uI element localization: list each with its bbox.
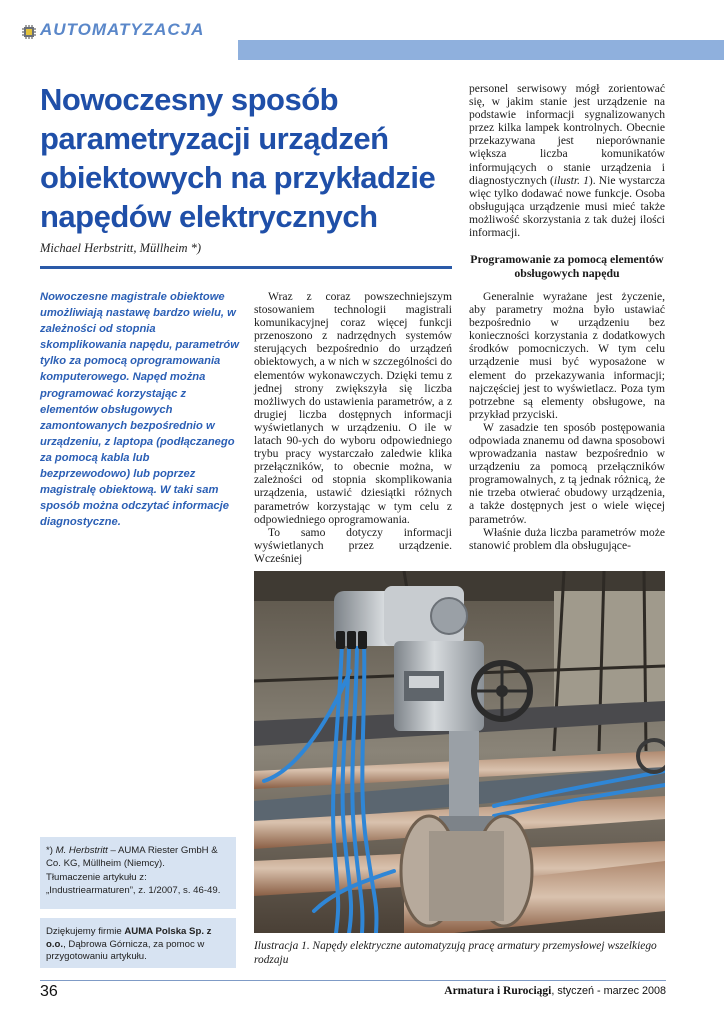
author-line: Michael Herbstritt, Müllheim *)	[40, 241, 202, 255]
actuator-illustration	[254, 571, 665, 933]
article-title: Nowoczesny sposób parametryzacji urządzeń obiektowych na przykładzie napędów elektrycznych	[40, 82, 436, 234]
author-footnote	[40, 837, 236, 909]
actuator-photo	[254, 571, 665, 933]
body-paragraph: To samo dotyczy informacji wyświetlanych przez urządzenie. Wcześniej	[254, 525, 452, 565]
header-bar	[238, 40, 724, 60]
page-number: 36	[40, 983, 58, 1000]
body-paragraph: Właśnie duża liczba parametrów może stanowić problem dla obsługujące-	[469, 525, 665, 552]
body-paragraph: W zasadzie ten sposób postępowania odpowiada znanemu od dawna sposobowi wprowadzania nastaw bezpośrednio w urządzeniu za pomocą przełączników programowalnych, z tą jednak różnicą, że nie trzeba otwierać obudowy urządzenia, a także dostępnych jest o wiele więcej parametrów.	[469, 420, 665, 526]
figure-caption: Ilustracja 1. Napędy elektryczne automatyzują pracę armatury przemysłowej wszelkiego rodzaju	[254, 940, 657, 966]
translation-note: Tłumaczenie artykułu z: „Industriearmaturen”, z. 1/2007, s. 46-49.	[46, 872, 221, 896]
figure-reference: ilustr. 1	[553, 173, 589, 187]
body-column-middle	[254, 290, 452, 565]
acknowledgement-note: Dziękujemy firmie AUMA Polska Sp. z o.o., Dąbrowa Górnicza, za pomoc w przygotowaniu artykułu.	[46, 926, 212, 963]
body-paragraph: personel serwisowy mógł zorientować się, w jakim stanie jest urządzenie na podstawie informacji sygnalizowanych przez kilka lampek kontrolnych. Obecnie przekazywana jest nieporównanie większa liczba komunikatów informujących o stanie urządzenia i diagnostycznych (ilustr. 1). Nie wystarcza więc tylko dodawać nowe funkcje. Osoba obsługująca urządzenie musi mieć także możliwość skorzystania z tak dużej ilości informacji.	[469, 82, 665, 240]
footer-rule	[40, 980, 666, 981]
body-column-right	[469, 82, 665, 552]
body-paragraph: Wraz z coraz powszechniejszym stosowaniem technologii magistrali komunikacyjnej coraz więcej funkcji przenoszono z nadrzędnych systemów sterujących bezpośrednio do urządzeń obiektowych, a w nich w szczególności do elementów wykonawczych. Dzięki temu z jednej strony zwiększyła się liczba możliwych do ustawienia parametrów, a z drugiej liczba dostępnych informacji wyświetlanych w urządzeniu. O ile w latach 90-ych do wyboru odpowiedniego trybu pracy wystarczało zaledwie klika przełączników, to obecnie można, w zależności od stopnia skomplikowania urządzenia, ustawić dziesiątki różnych parametrów korzystając w tym celu z odpowiedniego oprogramowania.	[254, 290, 453, 526]
section-subheading: Programowanie za pomocą elementów obsługowych napędu	[470, 252, 664, 280]
journal-footer: Armatura i Rurociągi, styczeń - marzec 2008	[444, 985, 666, 997]
title-rule	[40, 266, 452, 269]
affiliation-note: *) M. Herbstritt – AUMA Riester GmbH & Co. KG, Müllheim (Niemcy).	[46, 845, 218, 869]
body-paragraph: Generalnie wyrażane jest życzenie, aby parametry można było ustawiać bezpośrednio w urządzeniu bez konieczności korzystania z dodatkowych środków pomocniczych. W tym celu urządzenie musi być wyposażone w element do przekazywania informacji; najczęściej jest to wyświetlacz. Poza tym potrzebne są elementy obsługowe, na przykład przyciski.	[469, 289, 665, 421]
lead-paragraph: Nowoczesne magistrale obiektowe umożliwiają nastawę bardzo wielu, w zależności od stopnia skomplikowania napędu, parametrów tylko za pomocą oprogramowania komputerowego. Napęd można programować korzystając z elementów obsługowych zamontowanych bezpośrednio w urządzeniu, z laptopa (podłączanego za pomocą kabla lub bezprzewodowo) lub poprzez magistralę obiektową. W taki sam sposób można odczytać informacje diagnostyczne.	[40, 291, 239, 529]
section-label: AUTOMATYZACJA	[40, 20, 205, 39]
acknowledgement-box	[40, 918, 236, 968]
chip-icon	[21, 24, 37, 40]
